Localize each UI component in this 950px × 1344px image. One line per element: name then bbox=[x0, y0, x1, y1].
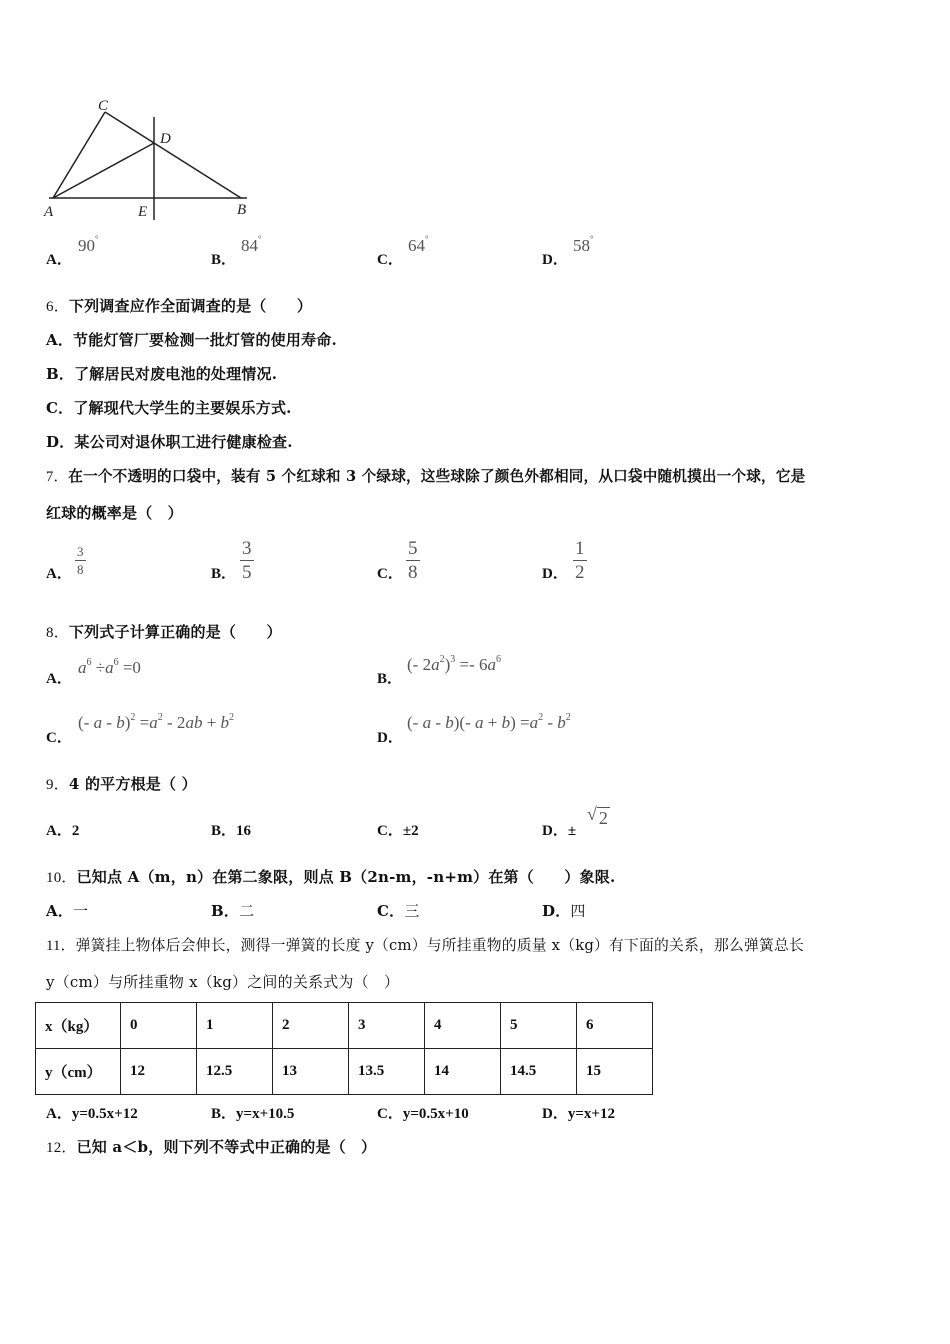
q5-option-d-letter: D． bbox=[542, 252, 568, 268]
q11-option-d: D．y=x+12 bbox=[542, 1106, 615, 1122]
q9-option-c: C．±2 bbox=[377, 823, 419, 839]
label-D: D bbox=[160, 131, 171, 147]
q9-option-d: D．± bbox=[542, 823, 577, 839]
table-cell: 14.5 bbox=[501, 1049, 577, 1095]
q9-option-a: A．2 bbox=[46, 823, 80, 839]
triangle-figure bbox=[40, 95, 260, 225]
q11-stem-line1: 11．弹簧挂上物体后会伸长，测得一弹簧的长度 y（cm）与所挂重物的质量 x（kg）有下面的关系，那么弹簧总长 bbox=[46, 937, 804, 954]
q9-option-b: B．16 bbox=[211, 823, 252, 839]
q6-stem: 6．下列调查应作全面调查的是（ ） bbox=[46, 297, 313, 315]
table-cell: 2 bbox=[273, 1003, 349, 1049]
q6-option-d: D．某公司对退休职工进行健康检查. bbox=[46, 433, 293, 451]
table-cell: 4 bbox=[425, 1003, 501, 1049]
label-E: E bbox=[138, 204, 148, 220]
table-cell: 15 bbox=[577, 1049, 653, 1095]
table-cell: 12.5 bbox=[197, 1049, 273, 1095]
table-cell: 5 bbox=[501, 1003, 577, 1049]
q5-option-b-letter: B． bbox=[211, 252, 237, 268]
q8-option-b-letter: B． bbox=[377, 671, 403, 687]
q11-option-c: C．y=0.5x+10 bbox=[377, 1106, 469, 1122]
q6-option-a: A．节能灯管厂要检测一批灯管的使用寿命. bbox=[46, 331, 337, 349]
table-cell: 14 bbox=[425, 1049, 501, 1095]
q8-option-c-letter: C． bbox=[46, 730, 72, 746]
q7-stem-line1: 7．在一个不透明的口袋中，装有 5 个红球和 3 个绿球，这些球除了颜色外都相同，从口袋中随机摸出一个球，它是 bbox=[46, 468, 806, 485]
q10-option-a: A．一 bbox=[46, 902, 89, 920]
q5-option-c-value: 64° bbox=[408, 234, 429, 255]
q5-option-d-value: 58° bbox=[573, 234, 594, 255]
table-cell: 1 bbox=[197, 1003, 273, 1049]
q7-option-d-letter: D． bbox=[542, 566, 568, 582]
table-cell: 6 bbox=[577, 1003, 653, 1049]
q8-stem: 8．下列式子计算正确的是（ ） bbox=[46, 623, 282, 641]
q6-option-b: B．了解居民对废电池的处理情况. bbox=[46, 365, 278, 383]
q8-option-d-letter: D． bbox=[377, 730, 403, 746]
table-cell: 12 bbox=[121, 1049, 197, 1095]
q6-option-c: C．了解现代大学生的主要娱乐方式. bbox=[46, 399, 292, 417]
table-row bbox=[36, 1003, 653, 1049]
q10-option-b: B．二 bbox=[211, 902, 255, 920]
q11-data-table bbox=[35, 1002, 653, 1095]
q7-option-a-fraction: $\frac{3}{8}$ bbox=[77, 544, 84, 577]
q5-option-c-letter: C． bbox=[377, 252, 403, 268]
table-cell: 0 bbox=[121, 1003, 197, 1049]
table-cell: y（cm） bbox=[36, 1049, 121, 1095]
q8-option-d-expression: (- a - b)(- $a + b) =a^2 - b^2$ bbox=[407, 712, 571, 732]
q5-option-a-value: 90° bbox=[78, 234, 99, 255]
q8-option-b-expression: (- $2a^2)^3 =- 6a^6$ bbox=[407, 654, 501, 674]
q12-stem: 12．已知 a＜b，则下列不等式中正确的是（ ） bbox=[46, 1138, 377, 1156]
q7-option-c-letter: C． bbox=[377, 566, 403, 582]
q5-option-a-letter: A． bbox=[46, 252, 72, 268]
q5-option-b-value: 84° bbox=[241, 234, 262, 255]
table-cell: 3 bbox=[349, 1003, 425, 1049]
table-row bbox=[36, 1049, 653, 1095]
q7-option-d-fraction: $\frac{1}{2}$ bbox=[575, 538, 585, 583]
q8-option-c-expression: (- $a - b)^2 =a^2 - 2ab + b^2$ bbox=[78, 712, 235, 732]
q9-option-d-sqrt: √ 2 bbox=[587, 804, 608, 828]
q11-option-a: A．y=0.5x+12 bbox=[46, 1106, 138, 1122]
q10-stem: 10．已知点 A（m，n）在第二象限，则点 B（2n-m，-n+m）在第（ ）象限. bbox=[46, 868, 616, 886]
q8-option-a-letter: A． bbox=[46, 671, 72, 687]
q7-option-a-letter: A． bbox=[46, 566, 72, 582]
q7-option-b-letter: B． bbox=[211, 566, 237, 582]
q7-option-b-fraction: $\frac{3}{5}$ bbox=[242, 538, 252, 583]
q11-stem-line2: y（cm）与所挂重物 x（kg）之间的关系式为（ ） bbox=[46, 973, 400, 991]
q7-stem-line2: 红球的概率是（ ） bbox=[46, 504, 183, 522]
q11-option-b: B．y=x+10.5 bbox=[211, 1106, 295, 1122]
label-B: B bbox=[237, 202, 247, 218]
q7-option-c-fraction: $\frac{5}{8}$ bbox=[408, 538, 418, 583]
q8-option-a-expression: $a^6 \div a^6 =0$ bbox=[78, 657, 141, 677]
label-C: C bbox=[98, 98, 109, 114]
table-cell: 13 bbox=[273, 1049, 349, 1095]
table-cell: x（kg） bbox=[36, 1003, 121, 1049]
q9-stem: 9．4 的平方根是（ ） bbox=[46, 775, 197, 793]
label-A: A bbox=[44, 204, 54, 220]
q10-option-c: C．三 bbox=[377, 902, 420, 920]
q10-option-d: D．四 bbox=[542, 902, 586, 920]
table-cell: 13.5 bbox=[349, 1049, 425, 1095]
